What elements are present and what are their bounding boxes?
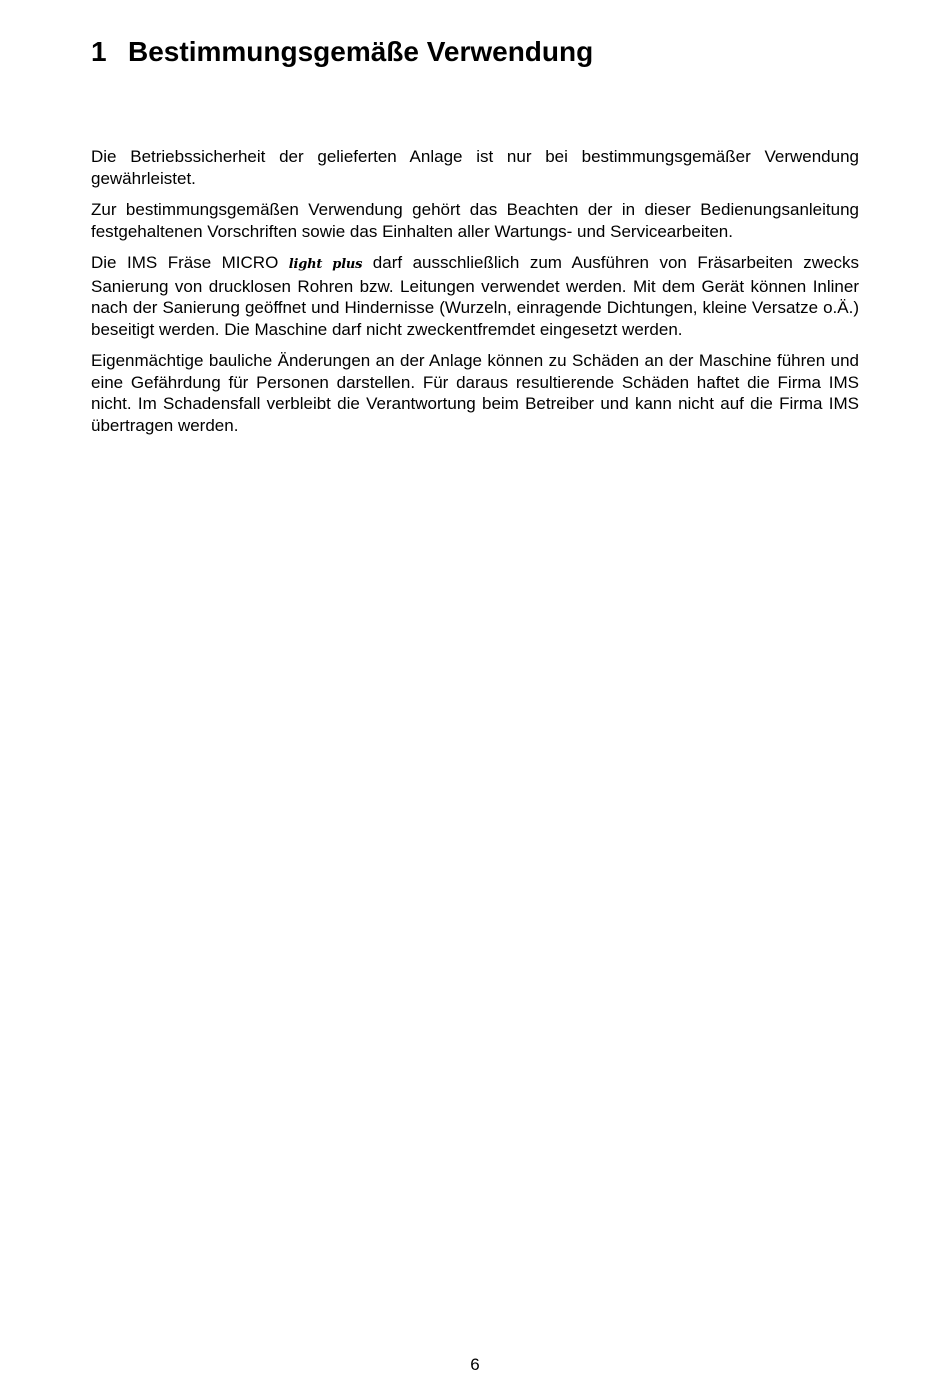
product-variant-name: light plus — [288, 257, 363, 272]
permitted-use-text-end: darf ausschließlich zum Ausführen von Fräsarbeiten zwecks Sanierung von drucklosen Rohren bzw. Leitungen verwendet werden. Mit dem Gerät können Inliner nach der Sanierung geöffnet und Hindernisse (Wurzeln, einragende Dichtungen, kleine Versatze o.Ä.) beseitigt werden. Die Maschine darf nicht zweckentfremdet eingesetzt werden. — [91, 253, 860, 339]
paragraph-intended-use-rules: Zur bestimmungsgemäßen Verwendung gehört das Beachten der in dieser Bedienungsanleitung festgehaltenen Vorschriften sowie das Einhalten aller Wartungs- und Servicearbeiten. — [91, 200, 859, 241]
permitted-use-text-start: Die IMS Fräse MICRO — [91, 253, 289, 272]
paragraph-operational-safety: Die Betriebssicherheit der gelieferten Anlage ist nur bei bestimmungsgemäßer Verwendung gewährleistet. — [91, 147, 859, 188]
section-number: 1 — [91, 36, 107, 67]
section-title: Bestimmungsgemäße Verwendung — [128, 36, 594, 67]
page-number: 6 — [470, 1355, 480, 1374]
paragraph-unauthorized-modifications: Eigenmächtige bauliche Änderungen an der Anlage können zu Schäden an der Maschine führen und eine Gefährdung für Personen darstellen. Für daraus resultierende Schäden haftet die Firma IMS nicht. Im Schadensfall verbleibt die Verantwortung beim Betreiber und kann nicht auf die Firma IMS übertragen werden. — [91, 351, 859, 435]
section-body — [91, 146, 859, 446]
section-heading — [91, 34, 593, 70]
paragraph-permitted-use — [91, 252, 859, 340]
